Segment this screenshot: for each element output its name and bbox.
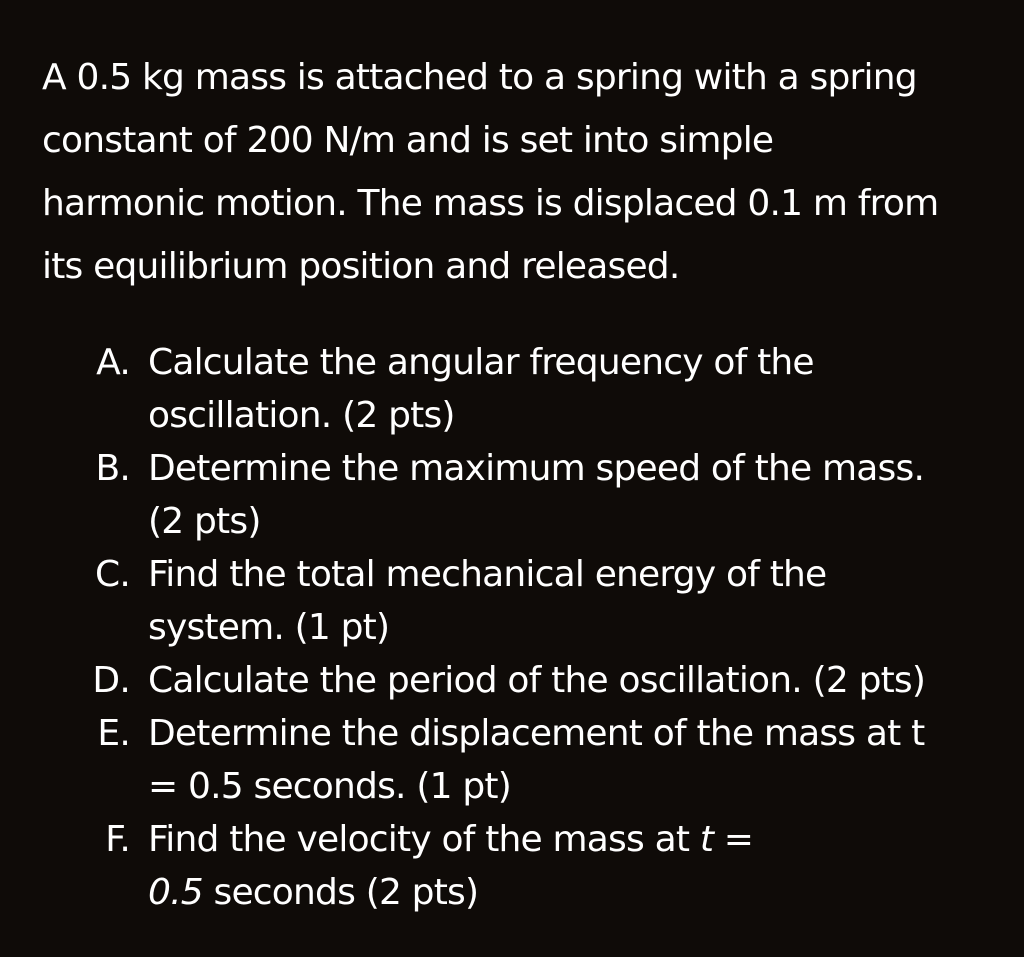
statement-line-4: its equilibrium position and released. xyxy=(42,246,680,287)
part-text-line: system. (1 pt) xyxy=(148,607,390,648)
part-text-line xyxy=(148,813,1024,866)
part-text: Find the velocity of the mass at xyxy=(148,819,700,860)
question-part-a xyxy=(0,336,1024,442)
part-text-line: = 0.5 seconds. (1 pt) xyxy=(148,766,511,807)
math-variable-t: t = xyxy=(699,819,754,860)
part-text-line: oscillation. (2 pts) xyxy=(148,395,455,436)
part-letter: B. xyxy=(95,448,130,489)
math-value: 0.5 xyxy=(148,872,203,913)
question-part-c xyxy=(0,548,1024,654)
statement-line-1: A 0.5 kg mass is attached to a spring with a spring xyxy=(42,57,917,98)
problem-statement xyxy=(42,46,992,298)
part-text-line: (2 pts) xyxy=(148,501,261,542)
part-letter: D. xyxy=(92,660,130,701)
question-parts-list xyxy=(0,336,1024,919)
part-letter: C. xyxy=(95,554,130,595)
question-part-d xyxy=(0,654,1024,707)
part-text-line: Determine the maximum speed of the mass. xyxy=(148,448,925,489)
part-letter: E. xyxy=(97,713,130,754)
part-text-line: Find the total mechanical energy of the xyxy=(148,554,827,595)
statement-line-2: constant of 200 N/m and is set into simple xyxy=(42,120,774,161)
part-text-line: Calculate the period of the oscillation. (2 pts) xyxy=(148,660,926,701)
question-part-e xyxy=(0,707,1024,813)
part-letter: F. xyxy=(105,819,130,860)
part-text-line xyxy=(148,866,1024,919)
part-text: seconds (2 pts) xyxy=(202,872,479,913)
question-part-f xyxy=(0,813,1024,919)
part-text-line: Calculate the angular frequency of the xyxy=(148,342,814,383)
statement-line-3: harmonic motion. The mass is displaced 0.1 m from xyxy=(42,183,939,224)
question-part-b xyxy=(0,442,1024,548)
part-letter: A. xyxy=(96,342,130,383)
part-text-line: Determine the displacement of the mass at t xyxy=(148,713,925,754)
